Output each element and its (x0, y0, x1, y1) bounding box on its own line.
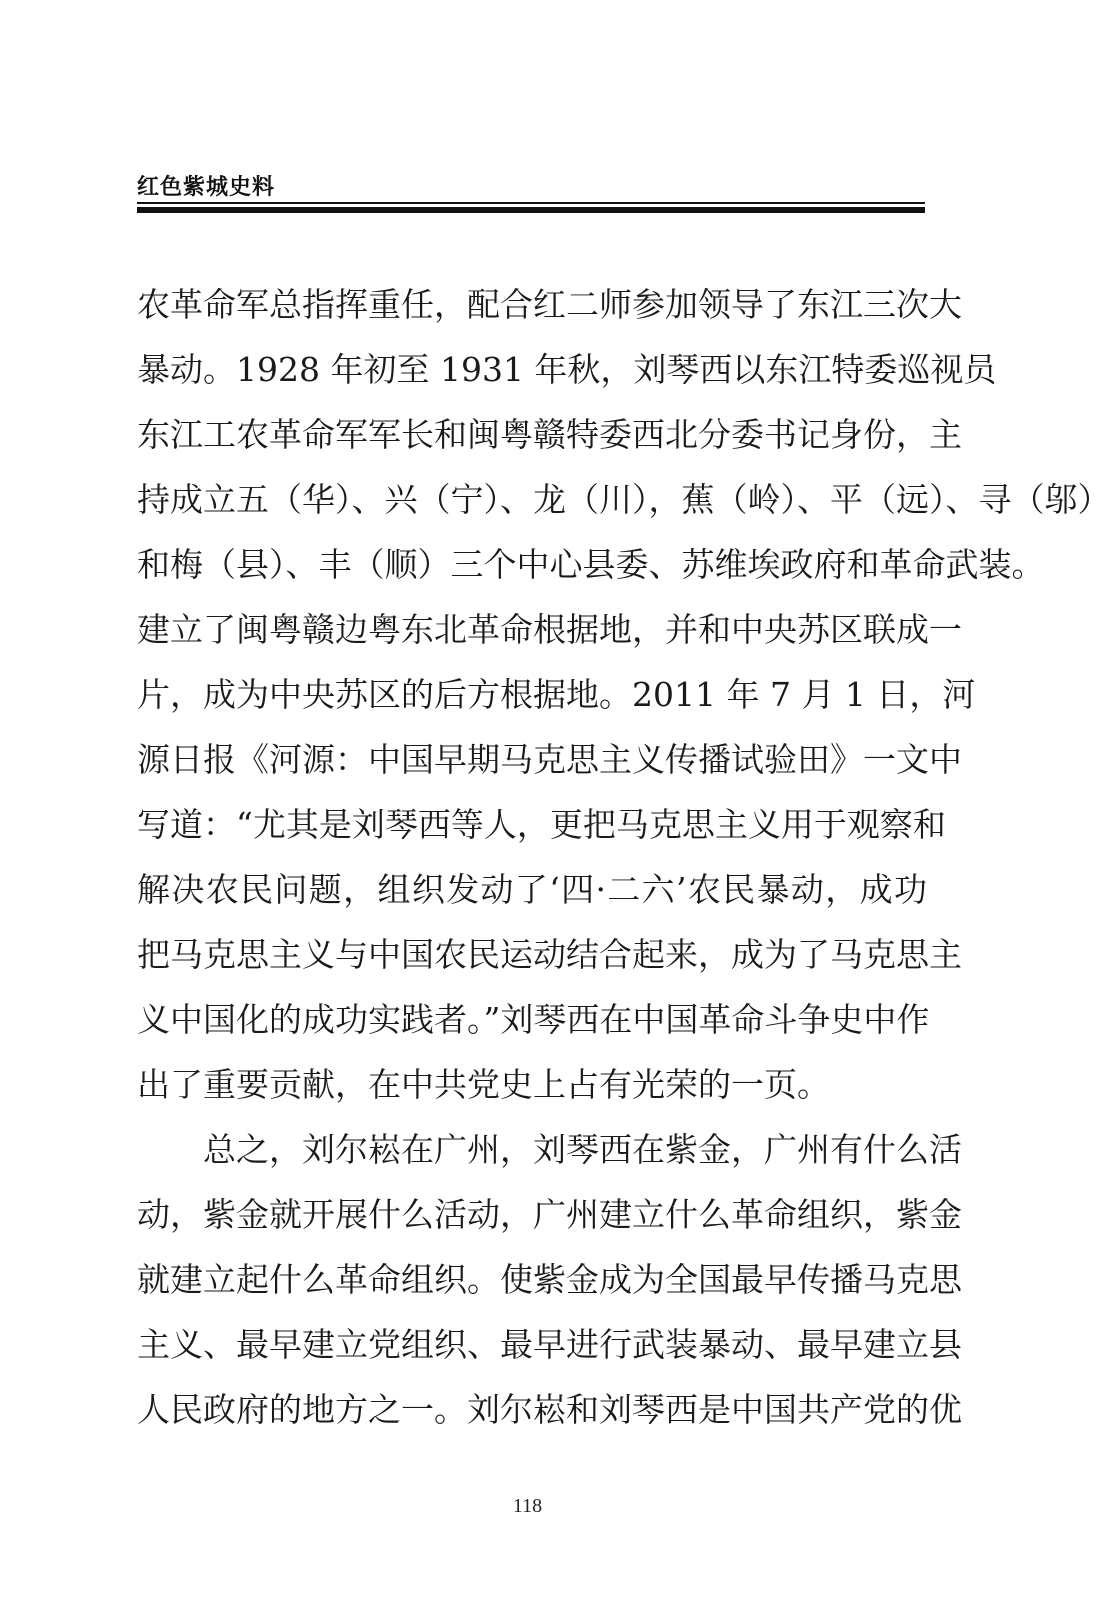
text-line: 写道：“尤其是刘琴西等人，更把马克思主义用于观察和 (137, 805, 946, 844)
text-line: 暴动。1928 年初至 1931 年秋，刘琴西以东江特委巡视员 (137, 350, 997, 389)
text-line: 建立了闽粤赣边粤东北革命根据地，并和中央苏区联成一 (137, 610, 962, 649)
page-number: 118 (512, 1495, 543, 1517)
text-line: 主义、最早建立党组织、最早进行武装暴动、最早建立县 (137, 1325, 962, 1364)
text-line: 就建立起什么革命组织。使紫金成为全国最早传播马克思 (137, 1260, 962, 1299)
text-line: 农革命军总指挥重任，配合红二师参加领导了东江三次大 (137, 285, 962, 324)
text-line: 义中国化的成功实践者。”刘琴西在中国革命斗争史中作 (137, 1000, 930, 1039)
text-line: 源日报《河源：中国早期马克思主义传播试验田》一文中 (137, 740, 962, 779)
body-text (137, 272, 1111, 1442)
running-header-title: 红色紫城史料 (137, 175, 276, 200)
text-line: 持成立五（华）、兴（宁）、龙（川），蕉（岭）、平（远）、寻（邬） (137, 480, 1111, 519)
text-line: 把马克思主义与中国农民运动结合起来，成为了马克思主 (137, 935, 962, 974)
text-line: 和梅（县）、丰（顺）三个中心县委、苏维埃政府和革命武装。 (137, 545, 1045, 584)
text-line: 片，成为中央苏区的后方根据地。2011 年 7 月 1 日，河 (137, 675, 976, 714)
header-rule-thick (137, 207, 925, 213)
paragraph-end-line: 出了重要贡献，在中共党史上占有光荣的一页。 (137, 1065, 830, 1104)
text-line: 动，紫金就开展什么活动，广州建立什么革命组织，紫金 (137, 1195, 962, 1234)
header-rule-thin (137, 202, 925, 204)
text-line: 解决农民问题，组织发动了‘四·二六’农民暴动，成功 (137, 870, 927, 909)
paragraph-start-line: 总之，刘尔崧在广州，刘琴西在紫金，广州有什么活 (203, 1130, 962, 1169)
text-line: 东江工农革命军军长和闽粤赣特委西北分委书记身份，主 (137, 415, 962, 454)
text-line: 人民政府的地方之一。刘尔崧和刘琴西是中国共产党的优 (137, 1390, 962, 1429)
